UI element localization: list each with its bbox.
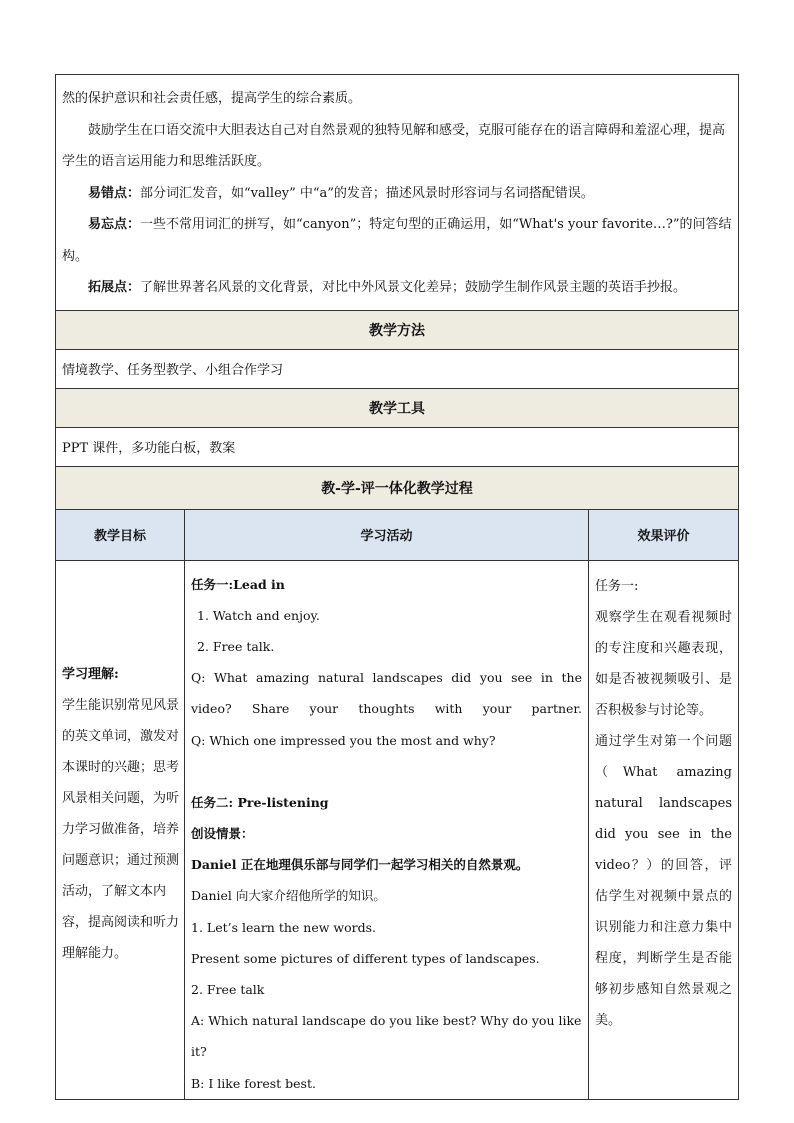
column-goal-header: 教学目标 bbox=[56, 509, 185, 560]
intro-row bbox=[56, 75, 739, 311]
tools-title: 教学工具 bbox=[56, 388, 739, 427]
evaluation-task: 任务一: bbox=[595, 578, 639, 594]
methods-title: 教学方法 bbox=[56, 310, 739, 349]
column-eval-header: 效果评价 bbox=[589, 509, 739, 560]
lesson-plan-table bbox=[55, 74, 739, 1100]
step2: 2. Free talk bbox=[191, 981, 265, 997]
activity-cell bbox=[185, 560, 589, 1099]
document-page bbox=[55, 74, 738, 1100]
extension-label: 拓展点： bbox=[88, 280, 141, 295]
methods-content: 情境教学、任务型教学、小组合作学习 bbox=[56, 349, 739, 388]
process-content-row bbox=[56, 560, 739, 1099]
extension-point bbox=[62, 272, 732, 304]
easy-forget-point bbox=[62, 209, 732, 272]
task1-question1: Q: What amazing natural landscapes did you see in the video? Share your thoughts with your partner. bbox=[191, 670, 582, 717]
evaluation-cell bbox=[589, 560, 739, 1099]
dialog-a: A: Which natural landscape do you like best? Why do you like it? bbox=[191, 1013, 582, 1060]
evaluation-text1: 观察学生在观看视频时的专注度和兴趣表现，如是否被视频吸引、是否积极参与讨论等。 bbox=[595, 609, 732, 718]
easy-forget-text: 一些不常用词汇的拼写，如“canyon”；特定句型的正确运用，如“What's your favorite…?”的问答结构。 bbox=[62, 217, 732, 264]
task1-title: 任务一:Lead in bbox=[191, 576, 285, 592]
intro-line: Daniel 向大家介绍他所学的知识。 bbox=[191, 888, 386, 904]
methods-content-row bbox=[56, 349, 739, 388]
step1: 1. Let’s learn the new words. bbox=[191, 919, 376, 935]
easy-error-text: 部分词汇发音，如“valley” 中“a”的发音；描述风景时形容词与名词搭配错误。 bbox=[140, 185, 594, 201]
intro-cell bbox=[56, 75, 739, 311]
intro-line1: 然的保护意识和社会责任感，提高学生的综合素质。 bbox=[62, 91, 362, 106]
goal-cell bbox=[56, 560, 185, 1099]
task1-item2: 2. Free talk. bbox=[197, 638, 275, 654]
task1-item1: 1. Watch and enjoy. bbox=[197, 607, 320, 623]
column-header-row bbox=[56, 509, 739, 560]
scenario-text: Daniel 正在地理俱乐部与同学们一起学习相关的自然景观。 bbox=[191, 857, 529, 873]
methods-header-row bbox=[56, 310, 739, 349]
spacer bbox=[191, 756, 582, 787]
step1-description: Present some pictures of different types of landscapes. bbox=[191, 950, 540, 966]
evaluation-text2: 通过学生对第一个问题（What amazing natural landscapes did you see in the video？）的回答，评估学生对视频中景点的识别能力和注意力集中程度，判断学生是否能够初步感知自然景观之美。 bbox=[595, 733, 732, 1028]
intro-para2: 鼓励学生在口语交流中大胆表达自己对自然景观的独特见解和感受，克服可能存在的语言障碍和羞涩心理，提高学生的语言运用能力和思维活跃度。 bbox=[62, 122, 726, 169]
process-header-row bbox=[56, 466, 739, 509]
extension-text: 了解世界著名风景的文化背景，对比中外风景文化差异；鼓励学生制作风景主题的英语手抄报。 bbox=[140, 280, 687, 295]
goal-label: 学习理解: bbox=[62, 666, 119, 682]
dialog-b: B: I like forest best. bbox=[191, 1075, 316, 1091]
easy-error-point bbox=[62, 178, 732, 210]
scenario-label: 创设情景： bbox=[191, 825, 254, 841]
process-title: 教-学-评一体化教学过程 bbox=[56, 466, 739, 509]
easy-forget-label: 易忘点： bbox=[88, 217, 141, 232]
task1-question2: Q: Which one impressed you the most and why? bbox=[191, 732, 496, 748]
tools-content: PPT 课件，多功能白板，教案 bbox=[56, 427, 739, 466]
column-activity-header: 学习活动 bbox=[185, 509, 589, 560]
easy-error-label: 易错点： bbox=[88, 185, 141, 201]
tools-header-row bbox=[56, 388, 739, 427]
goal-text: 学生能识别常见风景的英文单词，激发对本课时的兴趣；思考风景相关问题，为听力学习做准备，培养问题意识；通过预测活动，了解文本内容，提高阅读和听力理解能力。 bbox=[62, 697, 180, 961]
tools-content-row bbox=[56, 427, 739, 466]
task2-title: 任务二: Pre-listening bbox=[191, 794, 329, 810]
